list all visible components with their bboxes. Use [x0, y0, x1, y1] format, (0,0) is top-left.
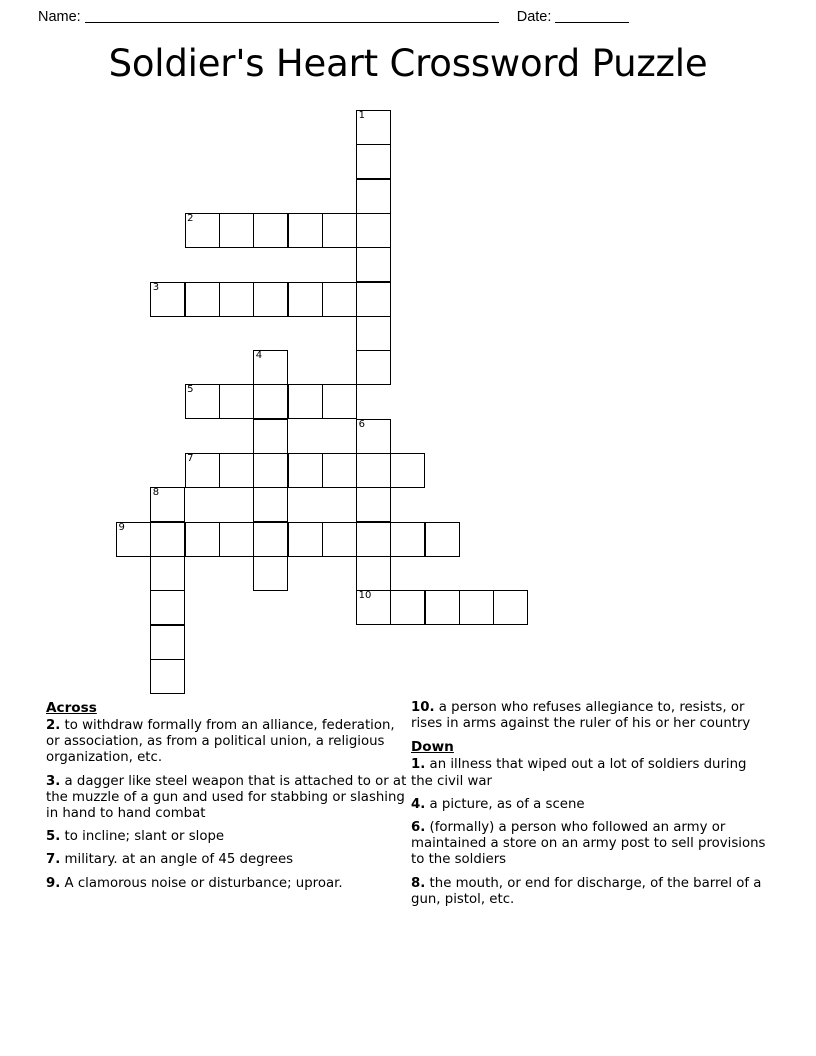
grid-cell[interactable] — [356, 453, 391, 488]
grid-cell-number: 6 — [358, 418, 365, 430]
grid-cell[interactable] — [493, 590, 528, 625]
grid-cell[interactable] — [150, 556, 185, 591]
grid-cell[interactable] — [390, 522, 425, 557]
grid-cell-number: 10 — [358, 590, 372, 602]
grid-cell[interactable] — [219, 282, 254, 317]
clue-number: 2. — [46, 718, 61, 733]
clue-text: military. at an angle of 45 degrees — [64, 852, 294, 868]
grid-cell[interactable] — [219, 522, 254, 557]
clue-number: 6. — [411, 820, 426, 836]
grid-cell[interactable] — [425, 522, 460, 557]
grid-cell[interactable] — [219, 453, 254, 488]
grid-cell-number: 1 — [358, 110, 365, 121]
grid-cell[interactable] — [219, 384, 254, 419]
date-label: Date: — [516, 9, 552, 25]
grid-cell[interactable] — [150, 659, 185, 694]
grid-cell-start-3[interactable] — [150, 282, 185, 317]
grid-cell-start-6[interactable] — [356, 419, 391, 454]
clue-across-5 — [46, 829, 412, 845]
clue-number: 1. — [411, 757, 426, 773]
grid-cell[interactable] — [356, 556, 391, 591]
clue-text: to incline; slant or slope — [64, 829, 225, 845]
grid-cell-start-4[interactable] — [253, 350, 288, 385]
grid-cell-number: 5 — [187, 384, 194, 396]
grid-cell[interactable] — [253, 522, 288, 557]
grid-cell[interactable] — [253, 487, 288, 522]
grid-cell-number: 3 — [152, 281, 160, 293]
grid-cell-start-1[interactable] — [356, 110, 391, 145]
grid-cell[interactable] — [322, 384, 357, 419]
clue-text: the mouth, or end for discharge, of the barrel of a gun, pistol, etc. — [411, 875, 762, 907]
clue-text: a person who refuses allegiance to, resists, or rises in arms against the ruler of his or her country — [411, 700, 751, 732]
grid-cell[interactable] — [219, 213, 254, 248]
clue-across-7 — [46, 852, 412, 868]
clue-number: 10. — [411, 700, 435, 715]
grid-cell-start-9[interactable] — [116, 522, 151, 557]
grid-cell[interactable] — [150, 625, 185, 660]
grid-cell[interactable] — [150, 590, 185, 625]
clue-down-6 — [411, 820, 771, 869]
grid-cell[interactable] — [356, 316, 391, 351]
grid-cell[interactable] — [356, 179, 391, 214]
grid-cell[interactable] — [288, 453, 323, 488]
grid-cell-number: 9 — [118, 521, 125, 533]
grid-cell[interactable] — [322, 213, 357, 248]
down-clue-column — [411, 700, 771, 908]
grid-cell[interactable] — [288, 282, 323, 317]
grid-cell[interactable] — [459, 590, 494, 625]
clue-down-8 — [411, 876, 771, 908]
grid-cell[interactable] — [253, 419, 288, 454]
clue-text: A clamorous noise or disturbance; uproar. — [64, 875, 343, 891]
grid-cell-start-8[interactable] — [150, 487, 185, 522]
grid-cell[interactable] — [288, 213, 323, 248]
grid-cell-start-7[interactable] — [185, 453, 220, 488]
grid-cell[interactable] — [390, 453, 425, 488]
clue-text: a picture, as of a scene — [429, 796, 585, 812]
clue-across-9 — [46, 876, 412, 892]
clue-number: 8. — [411, 875, 426, 891]
grid-cell[interactable] — [390, 590, 425, 625]
grid-cell-number: 2 — [187, 212, 194, 224]
clue-down-1 — [411, 757, 771, 789]
grid-cell[interactable] — [185, 522, 220, 557]
clue-down-4 — [411, 797, 771, 813]
grid-cell-start-5[interactable] — [185, 384, 220, 419]
clue-text: a dagger like steel weapon that is attached to or at the muzzle of a gun and used for stabbing or slashing in hand to hand combat — [46, 773, 407, 822]
clue-number: 5. — [46, 829, 61, 845]
clue-across-3 — [46, 774, 412, 823]
grid-cell[interactable] — [253, 213, 288, 248]
down-heading: Down — [411, 739, 454, 756]
clue-across-10 — [411, 700, 771, 732]
grid-cell-start-10[interactable] — [356, 590, 391, 625]
grid-cell-number: 7 — [187, 453, 194, 464]
grid-cell[interactable] — [356, 247, 391, 282]
grid-cell[interactable] — [356, 144, 391, 179]
grid-cell[interactable] — [288, 384, 323, 419]
grid-cell[interactable] — [150, 522, 185, 557]
clue-text: (formally) a person who followed an army or maintained a store on an army post to sell provisions to the soldiers — [411, 820, 766, 868]
grid-cell[interactable] — [356, 522, 391, 557]
clue-number: 9. — [46, 875, 61, 891]
clue-across-2 — [46, 718, 412, 767]
grid-cell[interactable] — [253, 556, 288, 591]
grid-cell-number: 8 — [152, 487, 160, 499]
grid-cell[interactable] — [425, 590, 460, 625]
grid-cell[interactable] — [253, 282, 288, 317]
grid-cell-number: 4 — [255, 350, 263, 362]
clues-section — [0, 700, 816, 950]
clue-number: 4. — [411, 796, 426, 812]
across-clue-column — [46, 700, 412, 892]
clue-number: 3. — [46, 773, 61, 789]
page-title: Soldier's Heart Crossword Puzzle — [108, 42, 708, 85]
name-label: Name: — [38, 9, 81, 25]
grid-cell[interactable] — [253, 384, 288, 419]
grid-cell[interactable] — [288, 522, 323, 557]
grid-cell[interactable] — [356, 487, 391, 522]
grid-cell-start-2[interactable] — [185, 213, 220, 248]
grid-cell[interactable] — [322, 282, 357, 317]
grid-cell[interactable] — [356, 282, 391, 317]
clue-text: an illness that wiped out a lot of soldiers during the civil war — [411, 757, 747, 789]
grid-cell[interactable] — [253, 453, 288, 488]
grid-cell[interactable] — [322, 453, 357, 488]
grid-cell[interactable] — [185, 282, 220, 317]
grid-cell[interactable] — [356, 350, 391, 385]
clue-text: to withdraw formally from an alliance, federation, or association, as from a political union, a religious organization, etc. — [46, 718, 395, 766]
grid-cell[interactable] — [356, 213, 391, 248]
across-heading: Across — [46, 700, 97, 716]
clue-number: 7. — [46, 852, 61, 868]
grid-cell[interactable] — [322, 522, 357, 557]
